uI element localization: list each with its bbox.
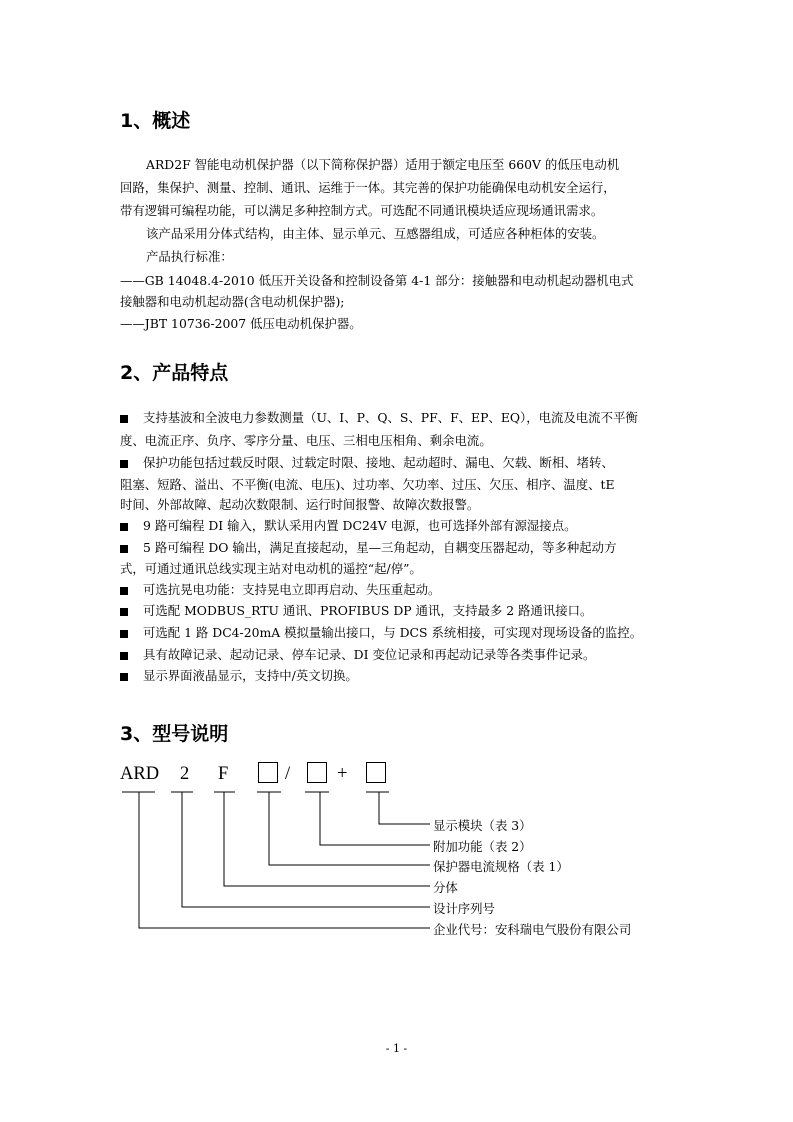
feature-line-4: 阻塞、短路、溢出、不平衡(电流、电压)、过功率、欠功率、过压、欠压、相序、温度、tE xyxy=(120,477,615,492)
overview-standard-1b: 接触器和电动机起动器(含电动机保护器); xyxy=(120,294,345,309)
overview-line-5: 产品执行标准： xyxy=(146,249,233,264)
section-title-model: 3、型号说明 xyxy=(120,723,229,745)
legend-additional-function: 附加功能（表 2） xyxy=(433,839,532,854)
feature-line-9: 可选抗晃电功能：支持晃电立即再启动、失压重起动。 xyxy=(143,582,441,597)
model-code-series: 2 xyxy=(180,764,190,784)
leader-display xyxy=(379,792,430,824)
legend-display-module: 显示模块（表 3） xyxy=(433,818,532,833)
model-code-slash: / xyxy=(285,764,291,784)
section-title-overview: 1、概述 xyxy=(120,110,191,132)
feature-line-11: 可选配 1 路 DC4-20mA 模拟量输出接口，与 DCS 系统相接，可实现对现场设备的监控。 xyxy=(143,625,643,640)
leader-company xyxy=(139,792,430,928)
feature-line-12: 具有故障记录、起动记录、停车记录、DI 变位记录和再起动记录等各类事件记录。 xyxy=(143,647,596,662)
feature-line-3: 保护功能包括过载反时限、过载定时限、接地、起动超时、漏电、欠载、断相、堵转、 xyxy=(143,455,614,470)
feature-line-7: 5 路可编程 DO 输出，满足直接起动，星—三角起动，自耦变压器起动，等多种起动方 xyxy=(143,540,617,555)
leader-function xyxy=(320,792,430,845)
overview-standard-1: ——GB 14048.4-2010 低压开关设备和控制设备第 4-1 部分：接触器和电动机起动器机电式 xyxy=(120,273,634,288)
feature-line-5: 时间、外部故障、起动次数限制、运行时间报警、故障次数报警。 xyxy=(120,497,480,512)
page-number: - 1 - xyxy=(385,1042,408,1055)
leader-current xyxy=(269,792,430,865)
feature-line-10: 可选配 MODBUS_RTU 通讯、PROFIBUS DP 通讯，支持最多 2 路通讯接口。 xyxy=(143,603,593,618)
overview-line-1: ARD2F 智能电动机保护器（以下简称保护器）适用于额定电压至 660V 的低压电动机 xyxy=(146,157,620,172)
model-code-ard: ARD xyxy=(120,764,160,784)
legend-split: 分体 xyxy=(433,880,458,895)
model-code-split: F xyxy=(218,764,229,784)
legend-series: 设计序列号 xyxy=(433,901,495,916)
overview-line-2: 回路，集保护、测量、控制、通讯、运维于一体。其完善的保护功能确保电动机安全运行， xyxy=(120,180,616,195)
feature-line-13: 显示界面液晶显示，支持中/英文切换。 xyxy=(143,668,358,683)
legend-current-spec: 保护器电流规格（表 1） xyxy=(433,859,569,874)
feature-line-6: 9 路可编程 DI 输入，默认采用内置 DC24V 电源，也可选择外部有源湿接点。 xyxy=(143,518,577,533)
leader-split xyxy=(224,792,430,886)
feature-line-1: 支持基波和全波电力参数测量（U、I、P、Q、S、PF、F、EP、EQ），电流及电流不平衡 xyxy=(143,410,638,425)
section-title-features: 2、产品特点 xyxy=(120,362,229,384)
overview-line-4: 该产品采用分体式结构，由主体、显示单元、互感器组成，可适应各种柜体的安装。 xyxy=(146,226,605,241)
overview-line-3: 带有逻辑可编程功能，可以满足多种控制方式。可选配不同通讯模块适应现场通讯需求。 xyxy=(120,203,604,218)
model-code-plus: + xyxy=(337,764,348,784)
legend-company: 企业代号：安科瑞电气股份有限公司 xyxy=(433,922,632,937)
leader-series xyxy=(182,792,430,907)
feature-line-2: 度、电流正序、负序、零序分量、电压、三相电压相角、剩余电流。 xyxy=(120,433,492,448)
overview-standard-2: ——JBT 10736-2007 低压电动机保护器。 xyxy=(120,316,362,331)
feature-line-8: 式，可通过通讯总线实现主站对电动机的遥控“起/停”。 xyxy=(120,561,422,576)
